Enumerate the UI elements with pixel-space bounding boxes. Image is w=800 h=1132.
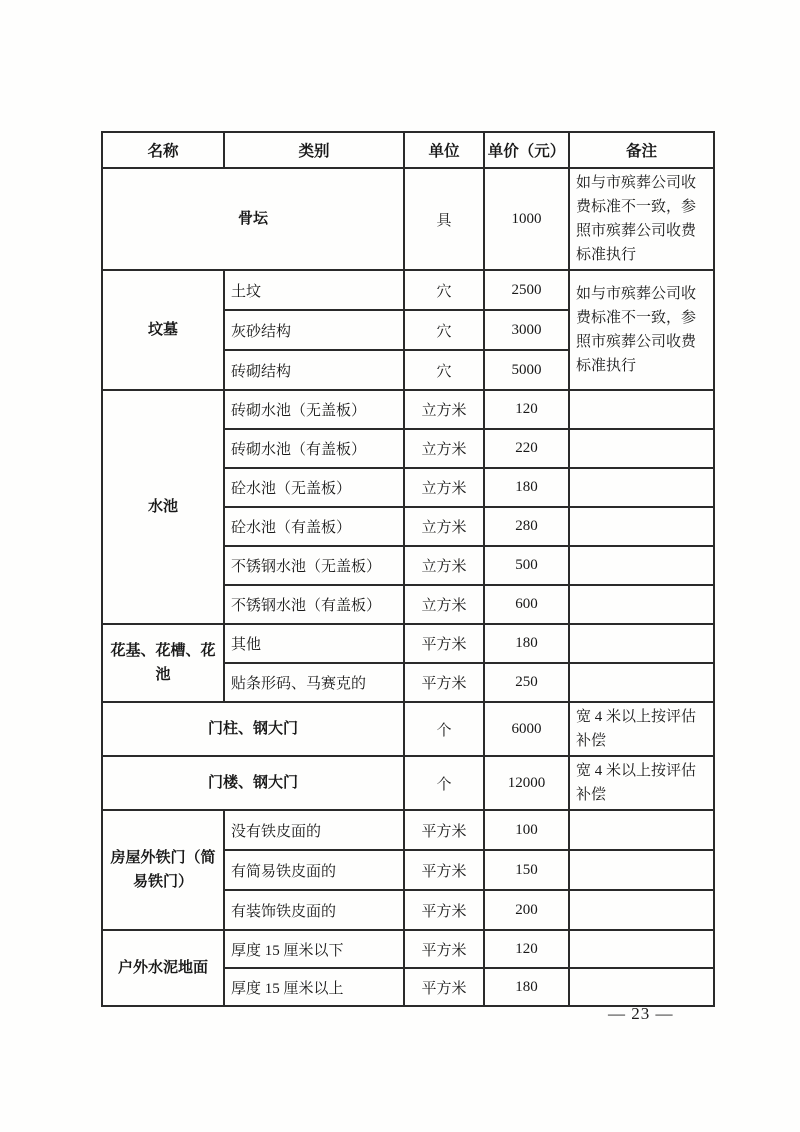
category-cell: 厚度 15 厘米以上	[224, 968, 404, 1006]
price-cell: 180	[484, 624, 569, 663]
unit-cell: 平方米	[404, 850, 484, 890]
remark-cell-empty	[569, 468, 714, 507]
column-header-unit: 单位	[404, 132, 484, 168]
category-cell: 贴条形码、马赛克的	[224, 663, 404, 702]
price-cell: 220	[484, 429, 569, 468]
category-cell: 土坟	[224, 270, 404, 310]
unit-cell: 立方米	[404, 468, 484, 507]
category-cell: 有装饰铁皮面的	[224, 890, 404, 930]
remark-cell: 如与市殡葬公司收费标准不一致，参照市殡葬公司收费标准执行	[569, 168, 714, 270]
remark-cell-empty	[569, 429, 714, 468]
table-header-row	[102, 132, 714, 168]
name-cell-flower: 花基、花槽、花池	[102, 624, 224, 702]
remark-cell-empty	[569, 624, 714, 663]
price-cell: 180	[484, 968, 569, 1006]
unit-cell: 具	[404, 168, 484, 270]
remark-cell: 如与市殡葬公司收费标准不一致，参照市殡葬公司收费标准执行	[569, 270, 714, 390]
remark-cell: 宽 4 米以上按评估补偿	[569, 702, 714, 756]
category-cell: 砼水池（有盖板）	[224, 507, 404, 546]
unit-cell: 立方米	[404, 585, 484, 624]
category-cell: 不锈钢水池（无盖板）	[224, 546, 404, 585]
price-cell: 3000	[484, 310, 569, 350]
name-cell-tomb: 坟墓	[102, 270, 224, 390]
remark-cell-empty	[569, 507, 714, 546]
category-cell: 砖砌水池（无盖板）	[224, 390, 404, 429]
name-cell-urn: 骨坛	[102, 168, 404, 270]
remark-cell: 宽 4 米以上按评估补偿	[569, 756, 714, 810]
unit-cell: 个	[404, 756, 484, 810]
remark-cell-empty	[569, 663, 714, 702]
unit-cell: 穴	[404, 270, 484, 310]
table-row	[102, 756, 714, 810]
category-cell: 有简易铁皮面的	[224, 850, 404, 890]
unit-cell: 立方米	[404, 546, 484, 585]
unit-cell: 平方米	[404, 663, 484, 702]
unit-cell: 立方米	[404, 390, 484, 429]
unit-cell: 平方米	[404, 968, 484, 1006]
column-header-price: 单价（元）	[484, 132, 569, 168]
name-cell-irondoor: 房屋外铁门（简易铁门）	[102, 810, 224, 930]
remark-cell-empty	[569, 968, 714, 1006]
unit-cell: 立方米	[404, 507, 484, 546]
price-cell: 600	[484, 585, 569, 624]
table-row	[102, 810, 714, 850]
table-row	[102, 702, 714, 756]
price-cell: 1000	[484, 168, 569, 270]
unit-cell: 穴	[404, 310, 484, 350]
column-header-category: 类别	[224, 132, 404, 168]
unit-cell: 平方米	[404, 930, 484, 968]
category-cell: 灰砂结构	[224, 310, 404, 350]
price-cell: 5000	[484, 350, 569, 390]
table-row	[102, 930, 714, 968]
price-cell: 250	[484, 663, 569, 702]
price-cell: 120	[484, 930, 569, 968]
category-cell: 砖砌水池（有盖板）	[224, 429, 404, 468]
unit-cell: 立方米	[404, 429, 484, 468]
unit-cell: 平方米	[404, 624, 484, 663]
table-row	[102, 624, 714, 663]
price-cell: 120	[484, 390, 569, 429]
remark-cell-empty	[569, 810, 714, 850]
unit-cell: 平方米	[404, 810, 484, 850]
price-cell: 6000	[484, 702, 569, 756]
remark-cell-empty	[569, 546, 714, 585]
remark-cell-empty	[569, 890, 714, 930]
table-row	[102, 390, 714, 429]
category-cell: 厚度 15 厘米以下	[224, 930, 404, 968]
unit-cell: 穴	[404, 350, 484, 390]
unit-cell: 个	[404, 702, 484, 756]
column-header-remark: 备注	[569, 132, 714, 168]
remark-cell-empty	[569, 390, 714, 429]
price-cell: 2500	[484, 270, 569, 310]
price-cell: 200	[484, 890, 569, 930]
table-row	[102, 168, 714, 270]
category-cell: 没有铁皮面的	[224, 810, 404, 850]
name-cell-cement: 户外水泥地面	[102, 930, 224, 1006]
price-cell: 12000	[484, 756, 569, 810]
category-cell: 砖砌结构	[224, 350, 404, 390]
category-cell: 砼水池（无盖板）	[224, 468, 404, 507]
remark-cell-empty	[569, 930, 714, 968]
unit-cell: 平方米	[404, 890, 484, 930]
price-cell: 150	[484, 850, 569, 890]
column-header-name: 名称	[102, 132, 224, 168]
remark-cell-empty	[569, 850, 714, 890]
category-cell: 其他	[224, 624, 404, 663]
compensation-table	[101, 131, 715, 1007]
table-row	[102, 270, 714, 310]
price-cell: 280	[484, 507, 569, 546]
remark-cell-empty	[569, 585, 714, 624]
name-cell-gatepost: 门柱、钢大门	[102, 702, 404, 756]
price-cell: 180	[484, 468, 569, 507]
price-cell: 100	[484, 810, 569, 850]
name-cell-pool: 水池	[102, 390, 224, 624]
name-cell-gatehouse: 门楼、钢大门	[102, 756, 404, 810]
page-number: — 23 —	[608, 1004, 674, 1023]
category-cell: 不锈钢水池（有盖板）	[224, 585, 404, 624]
price-cell: 500	[484, 546, 569, 585]
